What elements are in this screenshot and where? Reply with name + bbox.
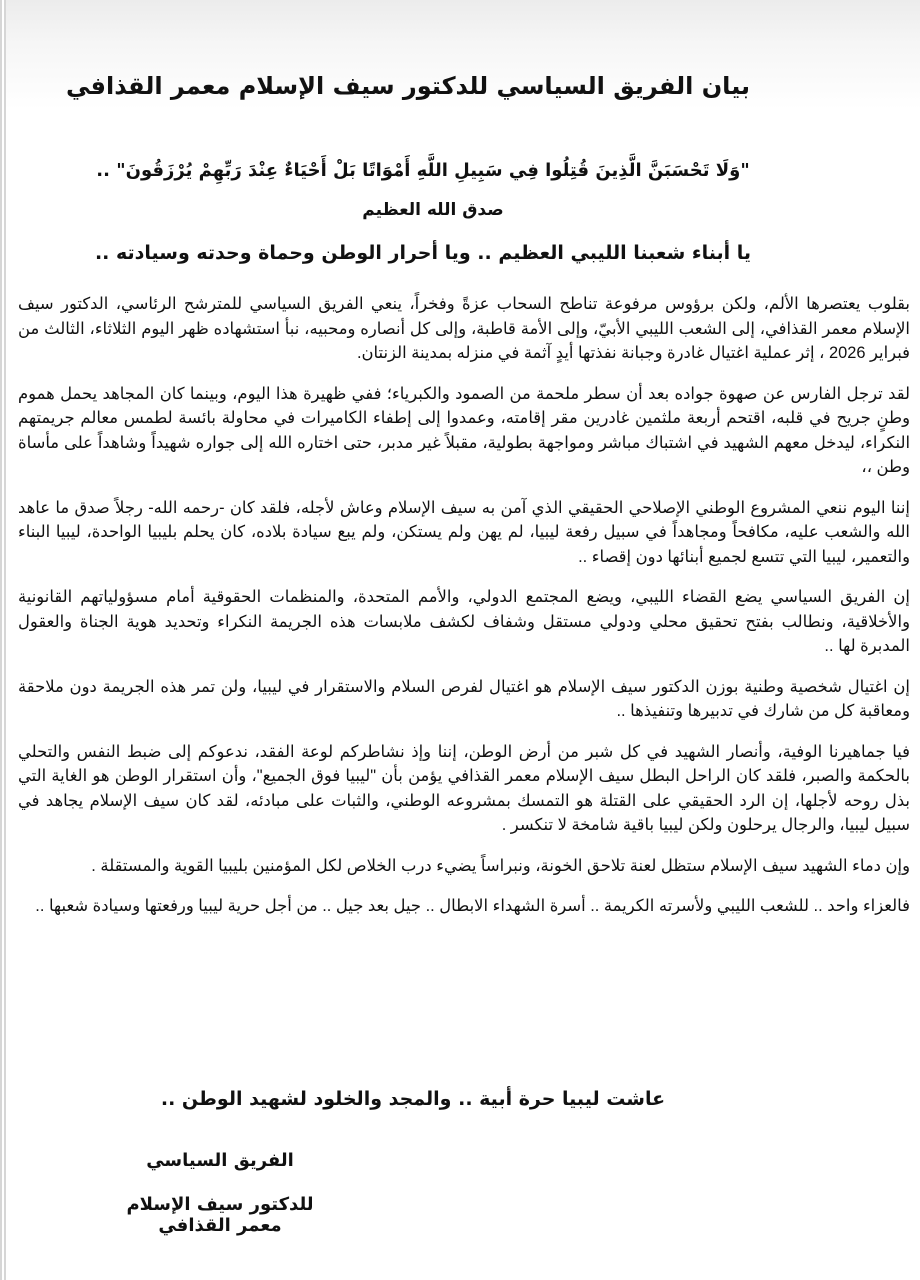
paragraph-martyr-blood: وإن دماء الشهيد سيف الإسلام ستظل لعنة تلاحق الخونة، ونبراساً يضيء درب الخلاص لكل المؤمنين بليبيا القوية والمستقلة .	[91, 856, 910, 875]
paragraph-call-for-calm: فيا جماهيرنا الوفية، وأنصار الشهيد في كل شبر من أرض الوطن، إننا وإذ نشاطركم لوعة الفقد، ندعوكم إلى ضبط النفس والتحلي بالحكمة والصبر، فلقد كان الراحل البطل سيف الإسلام معمر القذافي يؤمن بأن "ليبيا فوق الجميع"، وأن استقرار الوطن هو الغاية التي بذل روحه لأجلها، إن الرد الحقيقي على القتلة هو التمسك بمشروعه الوطني، والثبات على مبادئه، لقد كان سيف الإسلام يجاهد في سبيل ليبيا، والرجال يرحلون ولكن ليبيا باقية شامخة لا تنكسر .	[18, 742, 910, 834]
paragraph-condolence: فالعزاء واحد .. للشعب الليبي ولأسرته الكريمة .. أسرة الشهداء الابطال .. جيل بعد جيل .. من أجل حرية ليبيا ورفعتها وسيادة شعبها ..	[35, 897, 910, 915]
signature-team: الفريق السياسي	[146, 1150, 294, 1171]
signature-name: للدكتور سيف الإسلام معمر القذافي	[126, 1194, 314, 1236]
closing-slogan: عاشت ليبيا حرة أبية .. والمجد والخلود لشهيد الوطن ..	[160, 1088, 666, 1110]
paragraph-assassination: إن اغتيال شخصية وطنية بوزن الدكتور سيف الإسلام هو اغتيال لفرص السلام والاستقرار في ليبيا، ولن تمر هذه الجريمة دون ملاحقة ومعاقبة كل من شارك في تدبيرها وتنفيذها ..	[18, 677, 910, 720]
verse-closing: صدق الله العظيم	[362, 200, 504, 220]
statement-body	[18, 292, 910, 935]
quran-verse: "وَلَا تَحْسَبَنَّ الَّذِينَ قُتِلُوا فِي سَبِيلِ اللَّهِ أَمْوَاتًا بَلْ أَحْيَاءٌ عِنْدَ رَبِّهِمْ يُرْزَقُونَ" ..	[96, 160, 750, 181]
paragraph-announcement: بقلوب يعتصرها الألم، ولكن برؤوس مرفوعة تناطح السحاب عزةً وفخراً، ينعي الفريق السياسي للمترشح الرئاسي، الدكتور سيف الإسلام معمر القذافي، إلى الشعب الليبي الأبيّ، وإلى الأمة قاطبة، وإلى كل أنصاره ومحبيه، نبأ استشهاده ظهر اليوم الثلاثاء، الثالث من فبراير 2026 ، إثر عملية اغتيال غادرة وجبانة نفذتها أيدٍ آثمة في منزله بمدينة الزنتان.	[18, 295, 910, 362]
paragraph-investigation: إن الفريق السياسي يضع القضاء الليبي، ويضع المجتمع الدولي، والأمم المتحدة، والمنظمات الحقوقية أمام مسؤولياتهم القانونية والأخلاقية، ونطالب بفتح تحقيق محلي ودولي مستقل وشفاف لكشف ملابسات هذه الجريمة النكراء وتحديد هوية الجناة والعقول المدبرة لها ..	[18, 588, 910, 655]
paragraph-project: إننا اليوم ننعي المشروع الوطني الإصلاحي الحقيقي الذي آمن به سيف الإسلام وعاش لأجله، فلقد كان -رحمه الله- رجلاً صدق ما عاهد الله والشعب عليه، مكافحاً ومجاهداً في سبيل رفعة ليبيا، لم يهن ولم يستكن، ولم يبع سيادة بلاده، كان يحلم بليبيا الواحدة، ليبيا البناء والتعمير، ليبيا التي تتسع لجميع أبنائها دون إقصاء ..	[18, 498, 910, 566]
document-title: بيان الفريق السياسي للدكتور سيف الإسلام معمر القذافي	[65, 72, 751, 100]
address-line: يا أبناء شعبنا الليبي العظيم .. ويا أحرار الوطن وحماة وحدته وسيادته ..	[94, 242, 752, 264]
paragraph-incident: لقد ترجل الفارس عن صهوة جواده بعد أن سطر ملحمة من الصمود والكبرياء؛ ففي ظهيرة هذا اليوم، وبينما كان المجاهد يحمل هموم وطنٍ جريح في قلبه، اقتحم أربعة ملثمين غادرين مقر إقامته، وعمدوا إلى إطفاء الكاميرات في محاولة بائسة لطمس معالم جريمتهم النكراء، ليدخل معهم الشهيد في اشتباك مباشر ومواجهة بطولية، مقبلاً غير مدبر، حتى اختاره الله إلى جواره شهيداً وشاهداً على مأساة وطن ،،	[18, 384, 910, 476]
